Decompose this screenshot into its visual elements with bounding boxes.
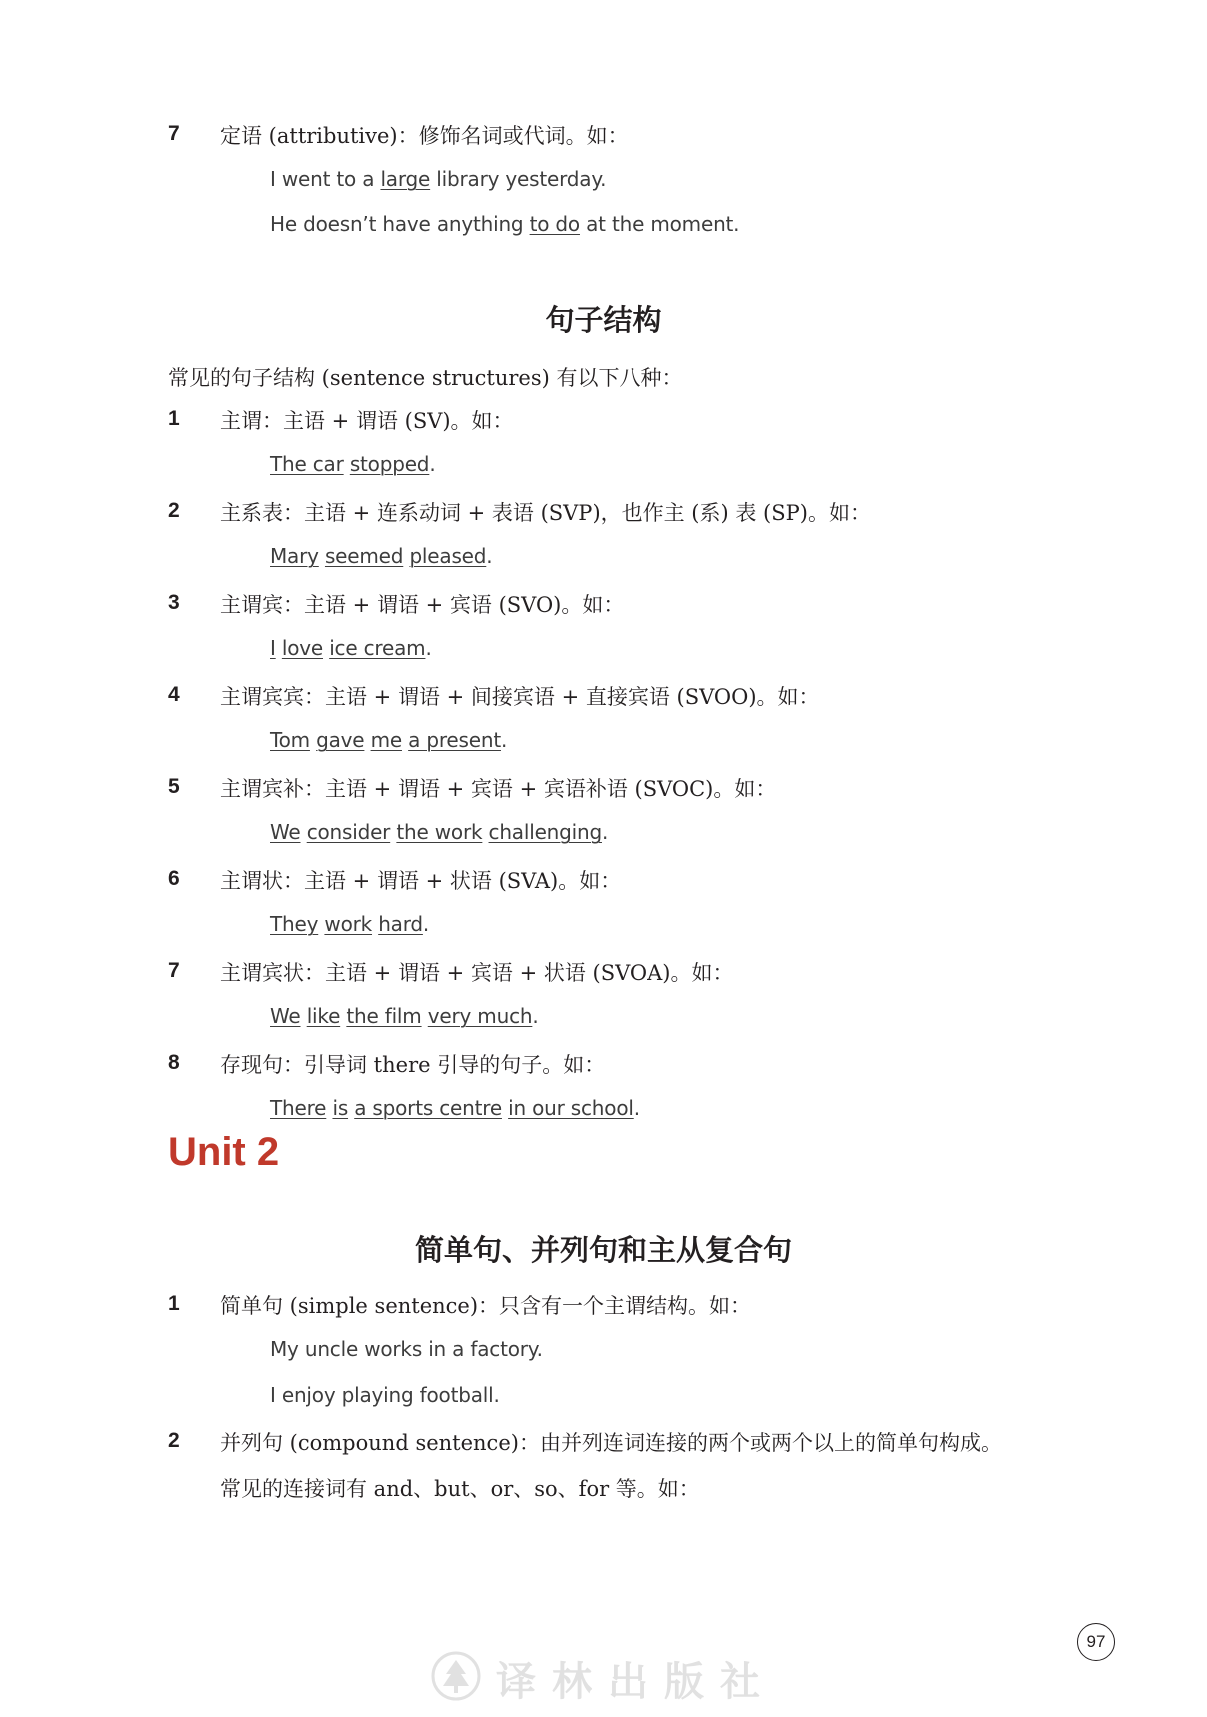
example-sentence bbox=[270, 212, 739, 236]
rule-text: 简单句 (simple sentence)：只含有一个主谓结构。如： bbox=[220, 1294, 752, 1318]
sentence-component: hard bbox=[378, 912, 423, 936]
item-number: 7 bbox=[168, 959, 180, 982]
sentence-text: He doesn’t have anything bbox=[270, 212, 530, 236]
item-number: 1 bbox=[168, 407, 180, 430]
sentence-component: seemed bbox=[324, 544, 404, 568]
sentence-component: consider bbox=[306, 820, 391, 844]
rule-text: 主谓状：主语 + 谓语 + 状语 (SVA)。如： bbox=[220, 869, 622, 893]
sentence-text: . bbox=[425, 636, 432, 660]
rule-text: 存现句：引导词 there 引导的句子。如： bbox=[220, 1053, 606, 1077]
rule-text: 主谓宾：主语 + 谓语 + 宾语 (SVO)。如： bbox=[220, 593, 625, 617]
sentence-text: . bbox=[633, 1096, 640, 1120]
sentence-component: There bbox=[270, 1096, 327, 1120]
sentence-component: large bbox=[380, 167, 431, 191]
sentence-component: is bbox=[332, 1096, 349, 1120]
sentence-text: . bbox=[429, 452, 436, 476]
example-sentence bbox=[270, 728, 507, 752]
section-intro: 常见的句子结构 (sentence structures) 有以下八种： bbox=[168, 366, 683, 390]
example-sentence bbox=[270, 1004, 539, 1028]
sentence-component: the work bbox=[396, 820, 483, 844]
example-sentence: I enjoy playing football. bbox=[270, 1383, 500, 1407]
sentence-text: . bbox=[532, 1004, 539, 1028]
sentence-component: We bbox=[270, 1004, 301, 1028]
rule-text: 主谓：主语 + 谓语 (SV)。如： bbox=[220, 409, 514, 433]
sentence-component: a present bbox=[408, 728, 501, 752]
rule-text: 主谓宾状：主语 + 谓语 + 宾语 + 状语 (SVOA)。如： bbox=[220, 961, 734, 985]
item-number: 2 bbox=[168, 499, 180, 522]
item-number: 7 bbox=[168, 122, 180, 145]
sentence-component: challenging bbox=[488, 820, 602, 844]
item-number: 1 bbox=[168, 1292, 180, 1315]
sentence-component: the film bbox=[346, 1004, 422, 1028]
example-sentence bbox=[270, 636, 432, 660]
sentence-component: Mary bbox=[270, 544, 319, 568]
item-number: 8 bbox=[168, 1051, 180, 1074]
publisher-watermark bbox=[430, 1648, 776, 1708]
sentence-component: I bbox=[270, 636, 276, 660]
sentence-text: . bbox=[601, 820, 609, 844]
rule-text: 主谓宾补：主语 + 谓语 + 宾语 + 宾语补语 (SVOC)。如： bbox=[220, 777, 777, 801]
section-heading: 简单句、并列句和主从复合句 bbox=[414, 1233, 792, 1267]
example-sentence bbox=[270, 820, 608, 844]
rule-text: 并列句 (compound sentence)：由并列连词连接的两个或两个以上的简单句构成。 bbox=[220, 1431, 1002, 1455]
item-number: 5 bbox=[168, 775, 180, 798]
sentence-component: like bbox=[306, 1004, 341, 1028]
sentence-component: gave bbox=[316, 728, 365, 752]
sentence-component: very much bbox=[427, 1004, 533, 1028]
sentence-text: library yesterday. bbox=[430, 167, 607, 191]
sentence-component: They bbox=[270, 912, 319, 936]
sentence-component: ice cream bbox=[329, 636, 426, 660]
item-number: 6 bbox=[168, 867, 180, 890]
sentence-text: at the moment. bbox=[579, 212, 740, 236]
sentence-component: stopped bbox=[349, 452, 430, 476]
item-number: 3 bbox=[168, 591, 180, 614]
example-sentence: My uncle works in a factory. bbox=[270, 1337, 543, 1361]
rule-text-continuation: 常见的连接词有 and、but、or、so、for 等。如： bbox=[220, 1477, 700, 1501]
sentence-text: . bbox=[486, 544, 493, 568]
sentence-text: . bbox=[500, 728, 508, 752]
rule-text: 定语 (attributive)：修饰名词或代词。如： bbox=[220, 124, 629, 148]
sentence-component: The car bbox=[270, 452, 344, 476]
publisher-name: 译林出版社 bbox=[496, 1657, 776, 1705]
item-number: 2 bbox=[168, 1429, 180, 1452]
page-number: 97 bbox=[1077, 1623, 1115, 1661]
example-sentence bbox=[270, 452, 435, 476]
rule-text: 主系表：主语 + 连系动词 + 表语 (SVP)，也作主 (系) 表 (SP)。如： bbox=[220, 501, 871, 525]
example-sentence bbox=[270, 912, 429, 936]
sentence-component: We bbox=[270, 820, 301, 844]
example-sentence bbox=[270, 167, 606, 191]
sentence-component: pleased bbox=[409, 544, 487, 568]
rule-text: 主谓宾宾：主语 + 谓语 + 间接宾语 + 直接宾语 (SVOO)。如： bbox=[220, 685, 820, 709]
section-heading: 句子结构 bbox=[545, 303, 662, 337]
example-sentence bbox=[270, 544, 492, 568]
sentence-text: I went to a bbox=[270, 167, 381, 191]
unit-title: Unit 2 bbox=[168, 1130, 280, 1174]
publisher-logo-icon bbox=[430, 1650, 482, 1706]
sentence-component: to do bbox=[529, 212, 580, 236]
sentence-component: me bbox=[370, 728, 402, 752]
example-sentence bbox=[270, 1096, 640, 1120]
sentence-component: a sports centre bbox=[354, 1096, 502, 1120]
sentence-text: . bbox=[422, 912, 430, 936]
sentence-component: in our school bbox=[508, 1096, 634, 1120]
item-number: 4 bbox=[168, 683, 180, 706]
sentence-component: Tom bbox=[270, 728, 310, 752]
sentence-component: work bbox=[324, 912, 373, 936]
sentence-component: love bbox=[281, 636, 324, 660]
